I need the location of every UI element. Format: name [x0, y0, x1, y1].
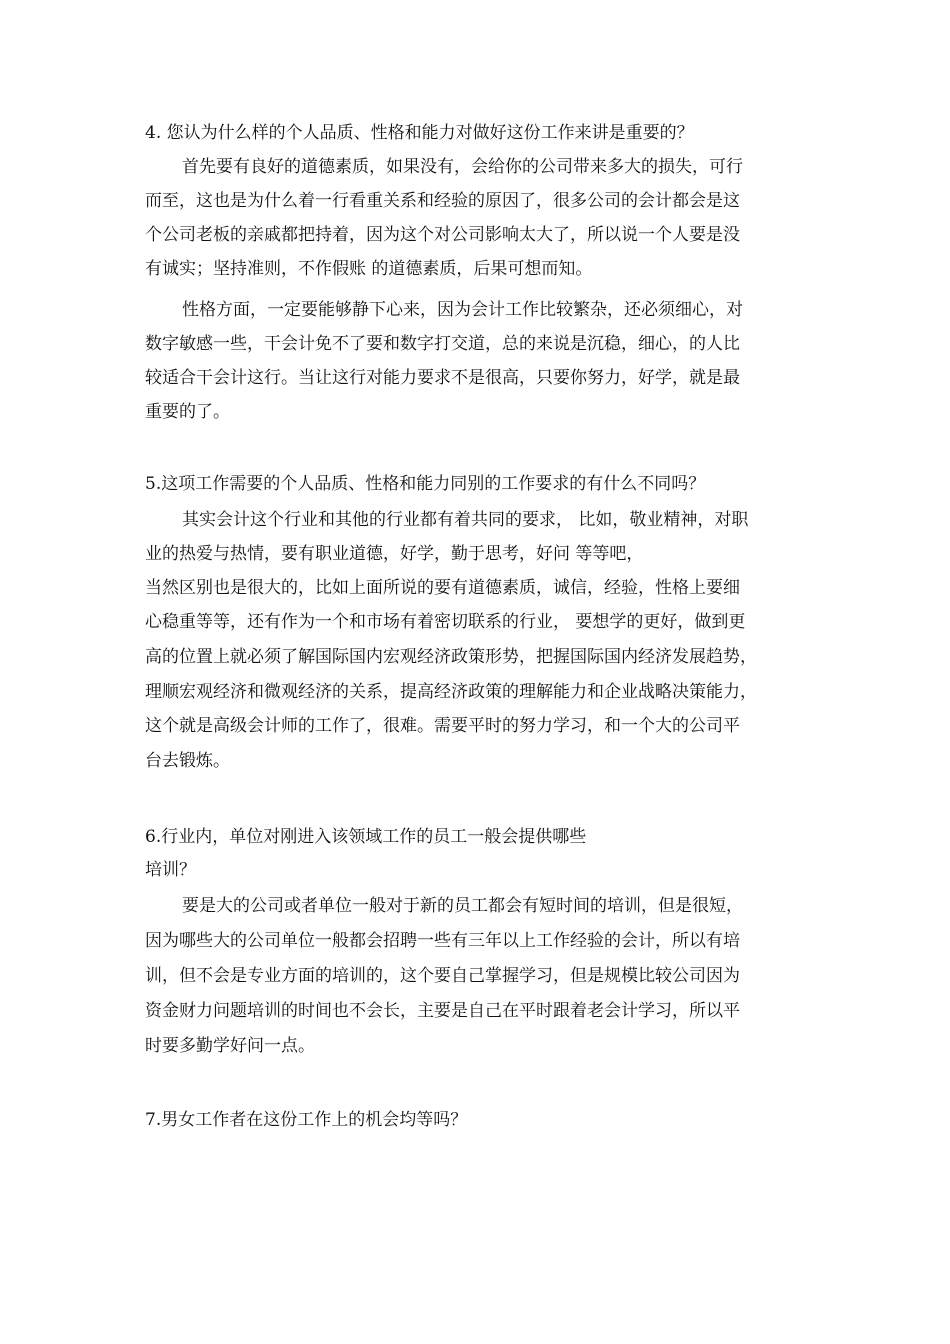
paragraph-line: 训，但不会是专业方面的培训的，这个要自己掌握学习，但是规模比较公司因为: [145, 966, 740, 986]
paragraph-line: 心稳重等等，还有作为一个和市场有着密切联系的行业， 要想学的更好，做到更: [145, 612, 746, 632]
question-7: 7.男女工作者在这份工作上的机会均等吗？: [145, 1110, 468, 1130]
paragraph-line: 数字敏感一些，干会计免不了要和数字打交道，总的来说是沉稳，细心，的人比: [145, 334, 740, 354]
paragraph-line: 台去锻炼。: [145, 751, 230, 771]
paragraph-line: 个公司老板的亲戚都把持着，因为这个对公司影响太大了，所以说一个人要是没: [145, 225, 740, 245]
paragraph-line: 较适合干会计这行。当让这行对能力要求不是很高，只要你努力，好学，就是最: [145, 368, 740, 388]
question-5: 5.这项工作需要的个人品质、性格和能力同别的工作要求的有什么不同吗？: [145, 474, 706, 494]
paragraph-line: 高的位置上就必须了解国际国内宏观经济政策形势，把握国际国内经济发展趋势，: [145, 647, 757, 667]
question-4: 4. 您认为什么样的个人品质、性格和能力对做好这份工作来讲是重要的？: [145, 123, 694, 143]
paragraph-line: 性格方面，一定要能够静下心来，因为会计工作比较繁杂，还必须细心，对: [182, 300, 743, 320]
paragraph-line: 要是大的公司或者单位一般对于新的员工都会有短时间的培训，但是很短，: [182, 896, 743, 916]
paragraph-line: 重要的了。: [145, 402, 230, 422]
paragraph-line: 当然区别也是很大的，比如上面所说的要有道德素质，诚信，经验，性格上要细: [145, 578, 740, 598]
paragraph-line: 其实会计这个行业和其他的行业都有着共同的要求， 比如，敬业精神，对职: [182, 510, 749, 530]
paragraph-line: 这个就是高级会计师的工作了，很难。需要平时的努力学习，和一个大的公司平: [145, 716, 740, 736]
paragraph-line: 因为哪些大的公司单位一般都会招聘一些有三年以上工作经验的会计，所以有培: [145, 931, 740, 951]
paragraph-line: 资金财力问题培训的时间也不会长，主要是自己在平时跟着老会计学习，所以平: [145, 1001, 740, 1021]
paragraph-line: 而至，这也是为什么着一行看重关系和经验的原因了，很多公司的会计都会是这: [145, 191, 740, 211]
paragraph-line: 理顺宏观经济和微观经济的关系，提高经济政策的理解能力和企业战略决策能力，: [145, 682, 757, 702]
paragraph-line: 业的热爱与热情，要有职业道德，好学，勤于思考，好问 等等吧，: [145, 544, 644, 564]
paragraph-line: 首先要有良好的道德素质，如果没有，会给你的公司带来多大的损失，可行: [182, 157, 743, 177]
question-6: 6.行业内，单位对刚进入该领域工作的员工一般会提供哪些: [145, 827, 587, 847]
question-6-continued: 培训？: [145, 860, 196, 880]
paragraph-line: 时要多勤学好问一点。: [145, 1036, 315, 1056]
paragraph-line: 有诚实；坚持准则，不作假账 的道德素质，后果可想而知。: [145, 259, 593, 279]
